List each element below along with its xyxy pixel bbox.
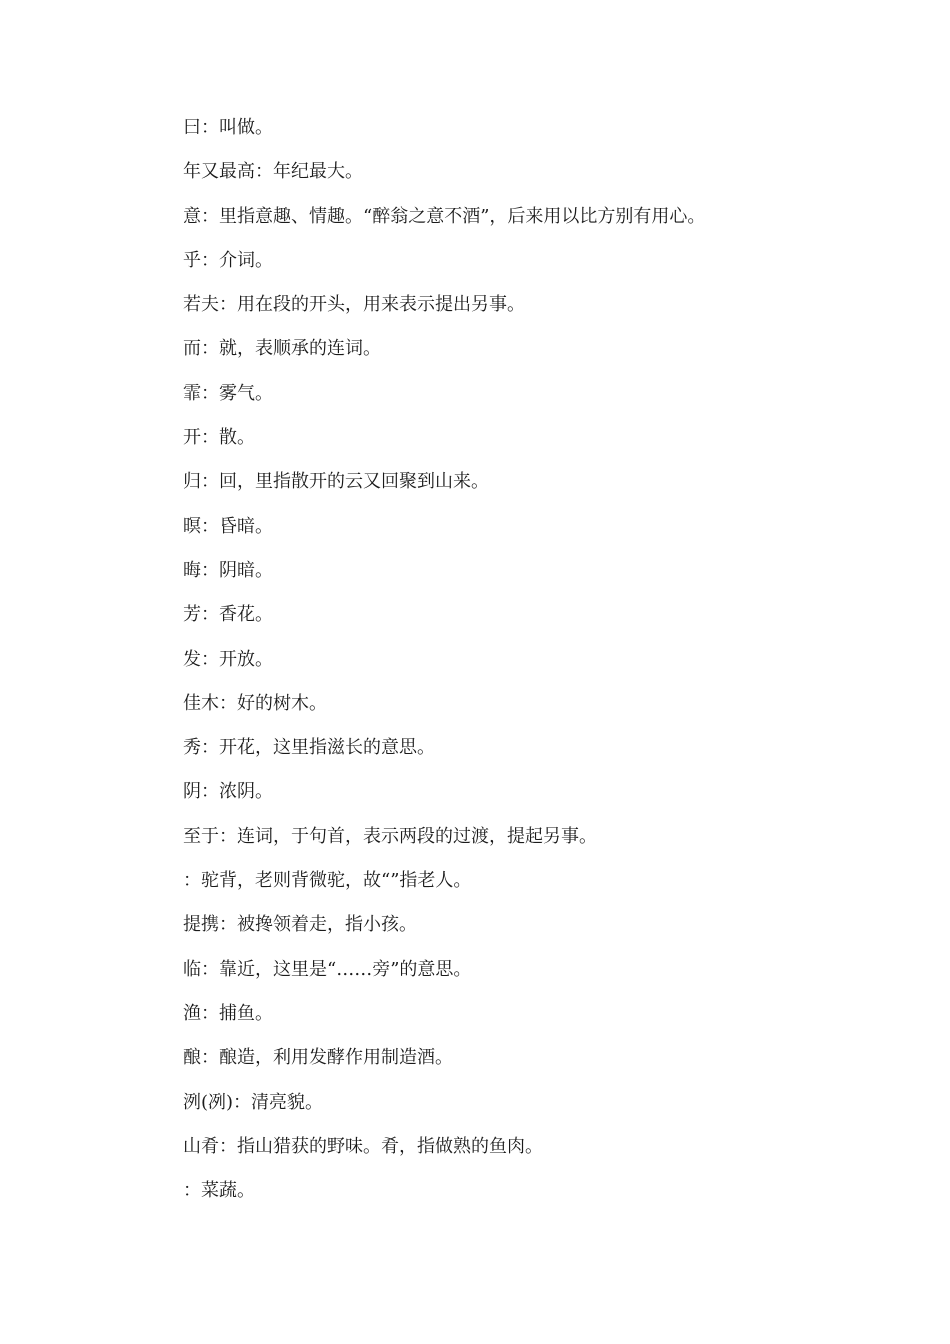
glossary-entry: 洌(冽)：清亮貌。	[183, 1091, 324, 1113]
glossary-entry: 佳木：好的树木。	[183, 692, 327, 714]
glossary-entry: 而：就，表顺承的连词。	[183, 338, 381, 360]
glossary-entry: 霏：雾气。	[183, 382, 273, 404]
glossary-entry: 临：靠近，这里是“……旁”的意思。	[183, 958, 472, 980]
glossary-entry: 曰：叫做。	[183, 117, 273, 138]
glossary-list	[183, 114, 890, 1221]
glossary-entry: 乎：介词。	[183, 249, 273, 271]
glossary-entry: 晦：阴暗。	[183, 559, 273, 581]
glossary-entry: 开：散。	[183, 427, 255, 449]
glossary-entry: 酿：酿造，利用发酵作用制造酒。	[183, 1047, 453, 1069]
glossary-entry: 发：开放。	[183, 648, 273, 670]
glossary-entry: 芳：香花。	[183, 604, 273, 626]
glossary-entry: ：驼背，老则背微驼，故“”指老人。	[183, 870, 472, 892]
glossary-entry: 秀：开花，这里指滋长的意思。	[183, 737, 435, 759]
glossary-entry: 若夫：用在段的开头，用来表示提出另事。	[183, 294, 525, 316]
glossary-entry: 意：里指意趣、情趣。“醉翁之意不酒”，后来用以比方别有用心。	[183, 205, 706, 227]
glossary-entry: 年又最高：年纪最大。	[183, 161, 363, 183]
glossary-entry: 提携：被搀领着走，指小孩。	[183, 914, 417, 936]
glossary-entry: 渔：捕鱼。	[183, 1002, 273, 1024]
glossary-entry: 山肴：指山猎获的野味。肴，指做熟的鱼肉。	[183, 1135, 543, 1157]
glossary-entry: 至于：连词，于句首，表示两段的过渡，提起另事。	[183, 825, 597, 847]
glossary-entry: 暝：昏暗。	[183, 515, 273, 537]
glossary-entry: ：菜蔬。	[183, 1180, 255, 1202]
glossary-entry: 阴：浓阴。	[183, 781, 273, 803]
glossary-entry: 归：回，里指散开的云又回聚到山来。	[183, 471, 489, 493]
